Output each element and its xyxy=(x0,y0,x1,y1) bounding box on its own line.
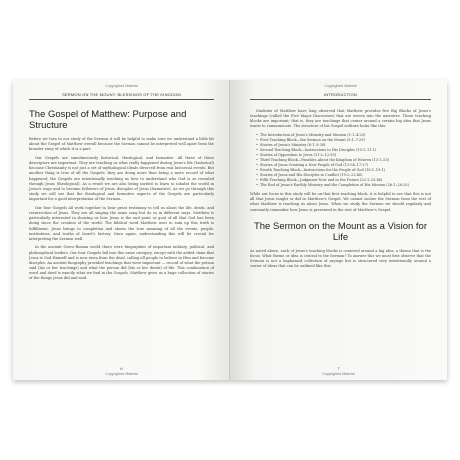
outline-item: • Stories of Opposition to Jesus (11:2–12:50) xyxy=(256,153,431,158)
body-paragraph: Before we turn to our study of the Sermon it will be helpful to make sure we understand a little bit about the Gospel of Matthew overall because the Sermon cannot be interpreted well apart from the broader story of which it is a part. xyxy=(29,137,214,152)
gospel-outline-list xyxy=(250,133,431,188)
section-title: The Gospel of Matthew: Purpose and Structure xyxy=(29,109,187,131)
running-head: SERMON ON THE MOUNT: BLESSINGS OF THE KINGDOM xyxy=(29,92,214,100)
body-paragraph: In the ancient Greco-Roman world there were biographies of important military, political, and philosophical leaders. Our four Gospels fall into this same category, except with the added claim that Jesus is God Himself and is now risen from the dead, calling all people to believe in Him and become disciples. An ancient biography provided teachings that were important — record of what the person said (his or her teachings) and what the person did (his or her deeds) of life. This combination of word and deed is exactly what we find in the Gospels. Matthew gives us a huge collection of stories of the things Jesus did and said. xyxy=(29,245,214,281)
outline-item: • Stories of Jesus and His Disciples in Conflict (19:2–22:46) xyxy=(256,173,431,178)
intro-paragraph: Students of Matthew have long observed that Matthew provides five Big Blocks of Jesus's teachings (called the Five Major Discourses) that are woven into the narrative. These teaching blocks are important; that is, they are teachings that center around a certain big idea that Jesus wants to communicate. The structure of his Gospel outlines looks like this: xyxy=(250,109,431,129)
copyright-notice-top: Copyrighted Material xyxy=(324,84,357,88)
body-paragraph: Our four Gospels all work together to bear great testimony to tell us about the life, death, and resurrection of Jesus. They are all singing the same song but do so in different ways. Matthew is particularly interested in showing us how Jesus is the end point or goal of all that God has been doing since the creation of the world. The biblical word Matthew uses to sum up this truth is fulfillment: Jesus brings to completion and shows the true meaning of all the events, people, institutions, and truths of Israel's history. Once again, understanding this will be crucial for interpreting the Sermon well. xyxy=(29,205,214,241)
body-paragraph: While our focus in this study will be on that first teaching block, it is helpful to see that this is not all that Jesus taught or did in Matthew's Gospel. We cannot isolate the Sermon from the rest of what Matthew is teaching us about Jesus. When we study the Sermon we should regularly and constantly remember how Jesus is presented in the rest of Matthew's Gospel. xyxy=(250,192,431,212)
body-paragraph: Our Gospels are simultaneously historical, theological, and formative. All three of these descriptors are important. They are teaching us what really happened during Jesus's life (historical) because Christianity is not just a set of mythological ideals divorced from real historical events. But another thing is true of all the Gospels: they are doing more than being a mere record of what happened; the Gospels are intentionally teaching us how to understand who God is as revealed through Jesus (theological). As a result we are also being invited to learn to inhabit the world in Jesus's ways and to become followers of Jesus, disciples of Jesus (formative). As we go through this study we will see that the theological and formative aspects of the Gospels are particularly important for a good interpretation of the Sermon. xyxy=(29,155,214,202)
outline-item: • Second Teaching Block—Instructions to His Disciples (10:1–11:1) xyxy=(256,148,431,153)
outline-item: • Fifth Teaching Block—Judgment Now and in the Future (23:1–25:46) xyxy=(256,178,431,183)
copyright-notice-bottom: Copyrighted Material xyxy=(322,372,355,376)
running-head: INTRODUCTION xyxy=(250,92,431,100)
outline-item: • Fourth Teaching Block—Instructions for the People of God (18:1–19:1) xyxy=(256,168,431,173)
page-number: 6 xyxy=(120,366,123,371)
outline-item: • First Teaching Block—the Sermon on the Mount (5:1–7:29) xyxy=(256,138,431,143)
right-page xyxy=(230,80,447,380)
outline-item: • The Introduction of Jesus's Ministry and Mission (1:1–4:25) xyxy=(256,133,431,138)
left-page xyxy=(13,80,230,380)
body-paragraph: As noted above, each of Jesus's teaching blocks is centered around a big idea, a theme that is the focus. What theme or idea is central to the Sermon? To answer this we must first observe that the Sermon is not a haphazard collection of sayings but is structured very intentionally around a center of ideas that can be outlined like this. xyxy=(250,248,431,269)
open-book xyxy=(13,80,447,380)
page-number: 7 xyxy=(337,366,340,371)
outline-item: • Stories of Jesus's Ministry (8:1–9:38) xyxy=(256,143,431,148)
copyright-notice-bottom: Copyrighted Material xyxy=(105,372,138,376)
outline-item: • Stories of Jesus Creating a New People of God (13:54–17:27) xyxy=(256,163,431,168)
outline-item: • The End of Jesus's Earthly Ministry and the Completion of His Mission (26:1–28:20) xyxy=(256,183,431,188)
section-title: The Sermon on the Mount as a Vision for Life xyxy=(253,220,428,243)
copyright-notice-top: Copyrighted Material xyxy=(105,84,138,88)
outline-item: • Third Teaching Block—Parables About the Kingdom of Heaven (13:1–53) xyxy=(256,158,431,163)
